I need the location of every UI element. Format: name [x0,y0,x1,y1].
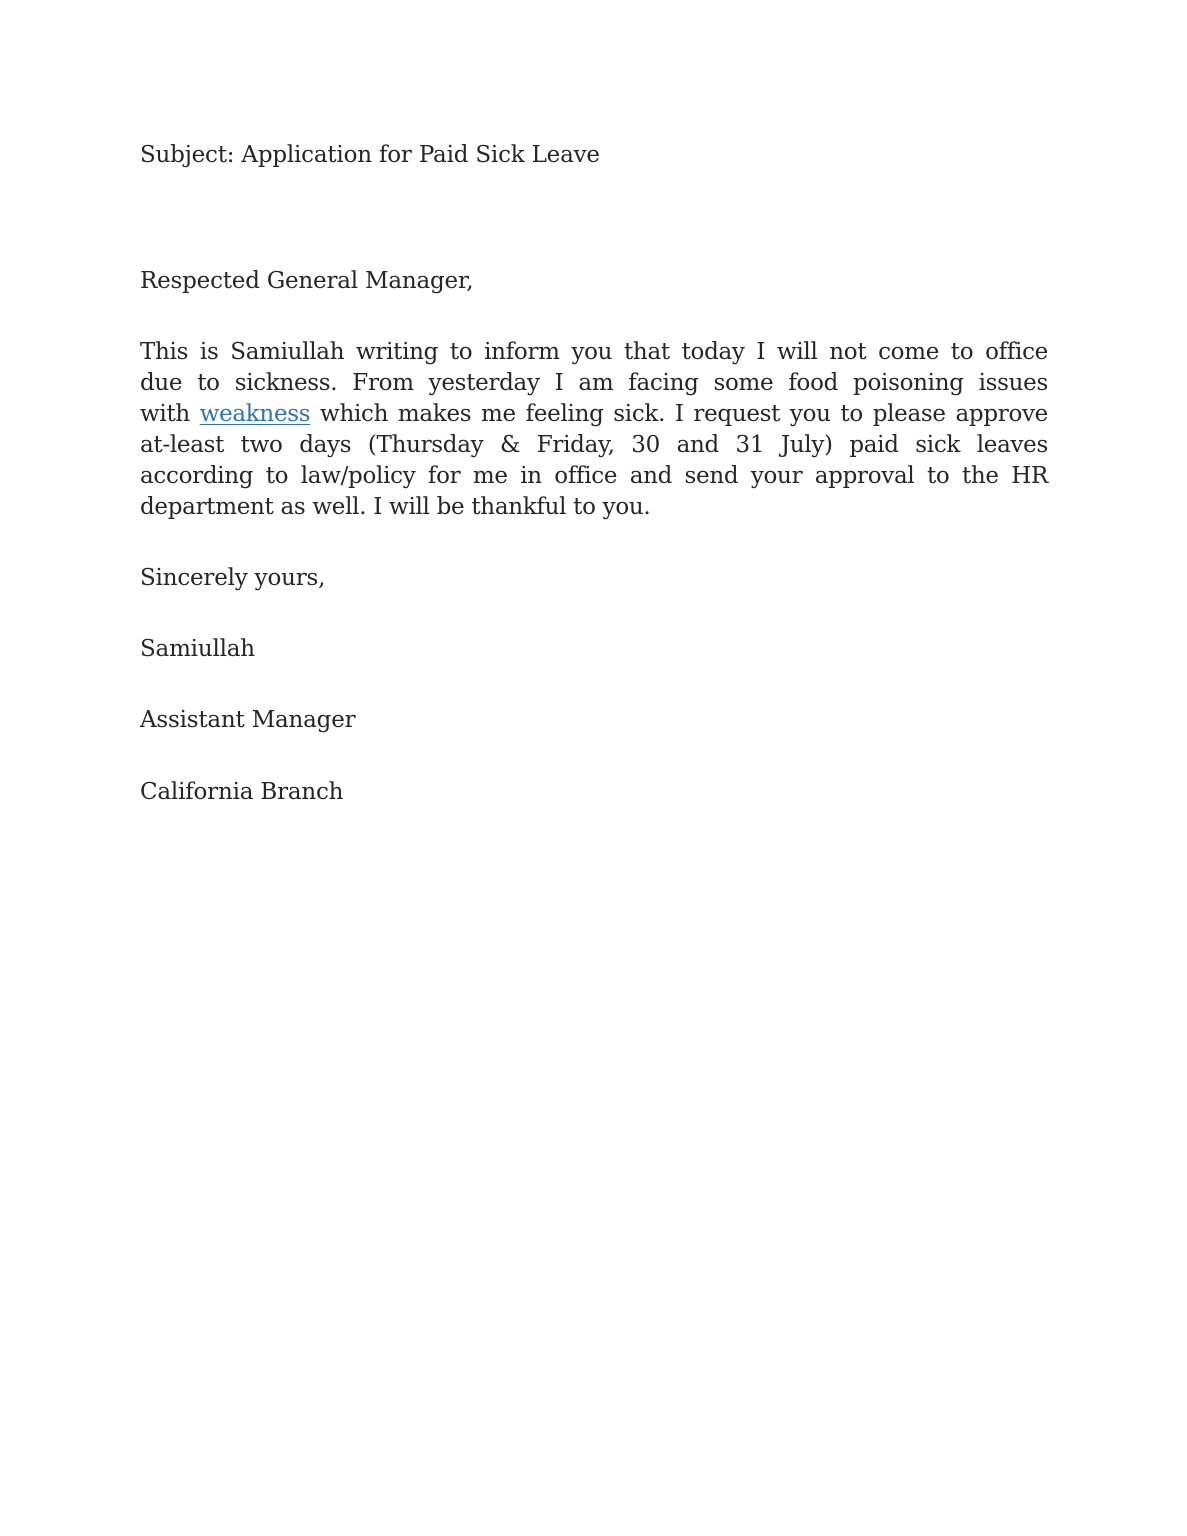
body-line-3 [140,399,1048,430]
subject-line: Subject: Application for Paid Sick Leave [140,142,600,168]
signature-name: Samiullah [140,636,255,662]
body-line-5: according to law/policy for me in office and send your approval to the HR [140,463,1048,489]
body-line-3-end: which makes me feeling sick. I request you to please approve [310,401,1048,427]
body-line-2: due to sickness. From yesterday I am facing some food poisoning issues [140,370,1048,396]
body-line-6: department as well. I will be thankful to you. [140,494,651,520]
signature-branch: California Branch [140,779,344,805]
closing: Sincerely yours, [140,565,326,591]
body-line-1: This is Samiullah writing to inform you that today I will not come to office [140,339,1048,365]
body-line-3-start: with [140,401,200,427]
weakness-link[interactable]: weakness [199,401,311,427]
body-paragraph [140,337,1048,523]
signature-title: Assistant Manager [140,707,356,733]
body-line-4: at-least two days (Thursday & Friday, 30 and 31 July) paid sick leaves [140,432,1048,458]
salutation: Respected General Manager, [140,268,474,294]
